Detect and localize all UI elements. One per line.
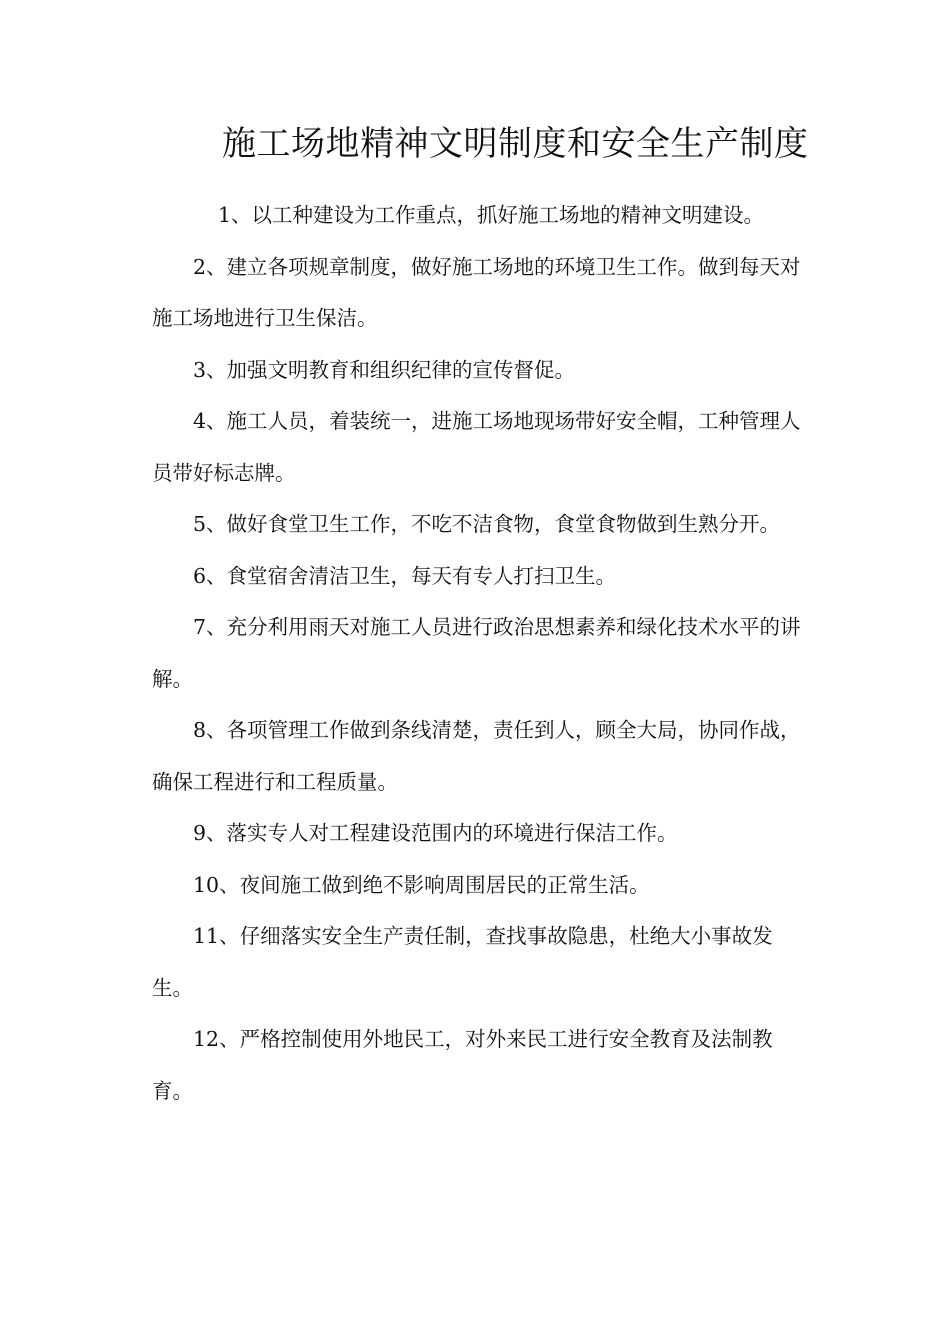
regulation-item-5: 5、做好食堂卫生工作，不吃不洁食物，食堂食物做到生熟分开。: [193, 512, 781, 536]
regulation-item-1: 1、以工种建设为工作重点，抓好施工场地的精神文明建设。: [218, 203, 765, 227]
regulation-item-12: 12、严格控制使用外地民工，对外来民工进行安全教育及法制教育。: [152, 1027, 773, 1103]
regulation-item-7: 7、充分利用雨天对施工人员进行政治思想素养和绿化技术水平的讲解。: [152, 615, 801, 691]
regulation-item-8: 8、各项管理工作做到条线清楚，责任到人，顾全大局，协同作战，确保工程进行和工程质量。: [152, 718, 801, 794]
document-title: 施工场地精神文明制度和安全生产制度: [222, 124, 809, 164]
regulation-item-11: 11、仔细落实安全生产责任制，查找事故隐患，杜绝大小事故发生。: [152, 924, 773, 1000]
regulation-item-9: 9、落实专人对工程建设范围内的环境进行保洁工作。: [193, 821, 678, 845]
regulation-item-2: 2、建立各项规章制度，做好施工场地的环境卫生工作。做到每天对施工场地进行卫生保洁。: [152, 254, 801, 330]
regulation-item-6: 6、食堂宿舍清洁卫生，每天有专人打扫卫生。: [193, 563, 617, 588]
regulation-list: [152, 190, 802, 1117]
regulation-item-3: 3、加强文明教育和组织纪律的宣传督促。: [193, 357, 576, 382]
regulation-item-4: 4、施工人员，着装统一，进施工场地现场带好安全帽，工种管理人员带好标志牌。: [152, 409, 801, 485]
regulation-item-10: 10、夜间施工做到绝不影响周围居民的正常生活。: [193, 872, 650, 897]
